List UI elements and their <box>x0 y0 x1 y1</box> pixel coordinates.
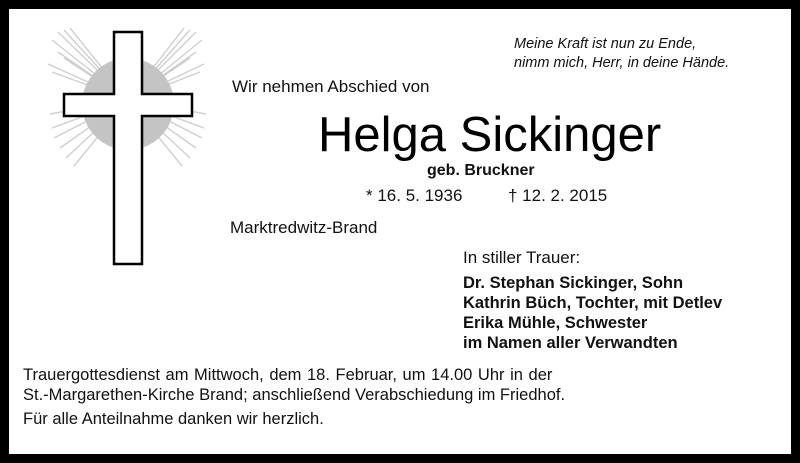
quote-line-1: Meine Kraft ist nun zu Ende, <box>514 36 697 52</box>
death-date: † 12. 2. 2015 <box>508 186 608 205</box>
location-text: Marktredwitz-Brand <box>230 218 378 237</box>
mourner-name: im Namen aller Verwandten <box>463 334 678 352</box>
cross-with-rays-icon <box>46 28 206 268</box>
mourner-name: Erika Mühle, Schwester <box>463 314 648 332</box>
mourner-name: Dr. Stephan Sickinger, Sohn <box>463 274 684 292</box>
service-line-1: Trauergottesdienst am Mittwoch, dem 18. Februar, um 14.00 Uhr in der <box>23 366 553 384</box>
quote-line-2: nimm mich, Herr, in deine Hände. <box>514 55 730 71</box>
deceased-name: Helga Sickinger <box>318 108 662 162</box>
mourners-heading: In stiller Trauer: <box>463 248 581 267</box>
service-line-2: St.-Margarethen-Kirche Brand; anschließend Verabschiedung im Friedhof. <box>23 386 566 404</box>
birth-date: * 16. 5. 1936 <box>366 186 463 205</box>
mourner-name: Kathrin Büch, Tochter, mit Detlev <box>463 294 723 312</box>
intro-text: Wir nehmen Abschied von <box>232 77 430 96</box>
cross-shape <box>64 32 192 264</box>
maiden-name: geb. Bruckner <box>427 162 535 179</box>
thanks-text: Für alle Anteilnahme danken wir herzlich. <box>23 410 324 428</box>
